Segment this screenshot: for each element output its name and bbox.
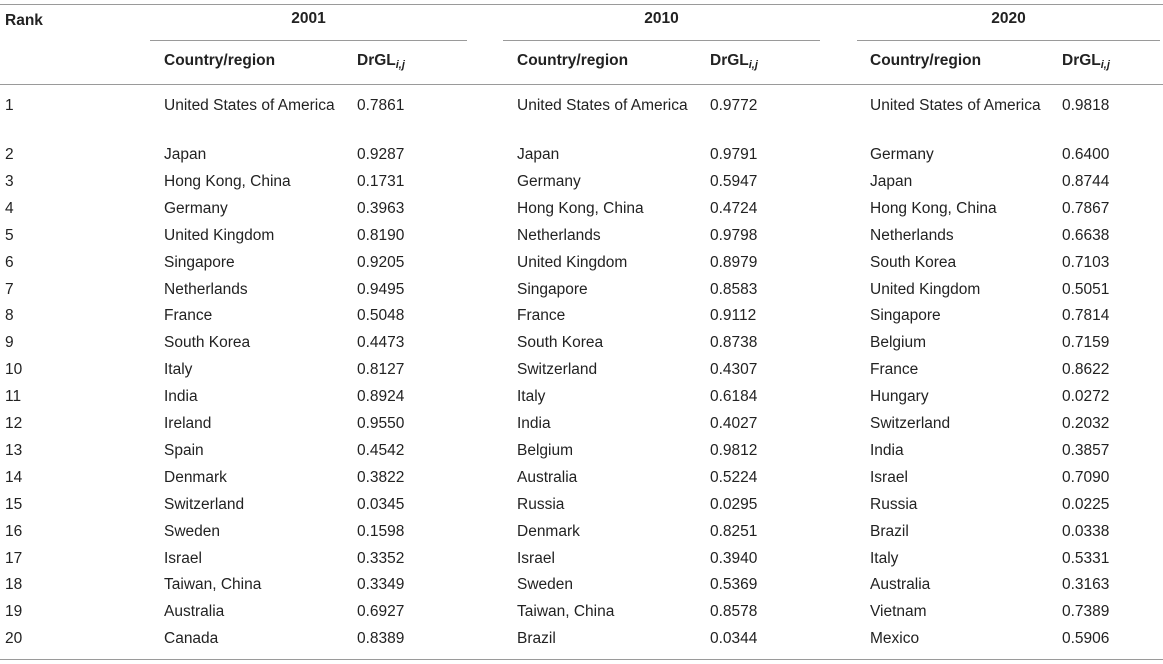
value-cell-2001: 0.3963	[357, 199, 405, 217]
metric-header-base: DrGL	[357, 52, 396, 69]
country-cell-2010: South Korea	[517, 334, 604, 352]
rank-cell: 9	[5, 334, 14, 352]
year-header-2010: 2010	[644, 10, 679, 27]
country-cell-2020: India	[870, 441, 904, 459]
value-cell-2010: 0.9112	[710, 307, 757, 325]
year-header-2001: 2001	[291, 10, 326, 27]
value-cell-2001: 0.9287	[357, 146, 405, 163]
country-cell-2020: South Korea	[870, 253, 957, 271]
rank-cell: 20	[5, 630, 23, 648]
country-cell-2010: Denmark	[517, 522, 580, 540]
value-cell-2020: 0.0272	[1062, 388, 1110, 406]
country-cell-2001: France	[164, 307, 213, 325]
country-cell-2001: Israel	[164, 549, 202, 567]
value-cell-2010: 0.4027	[710, 415, 758, 432]
value-cell-2001: 0.5048	[357, 307, 405, 325]
country-header-2001: Country/region	[164, 52, 276, 69]
country-cell-2010: Sweden	[517, 576, 574, 594]
country-cell-2020: Israel	[870, 468, 908, 486]
value-cell-2001: 0.3352	[357, 549, 405, 567]
country-cell-2020: France	[870, 361, 919, 379]
rank-cell: 5	[5, 226, 14, 244]
year-rule-2001	[150, 40, 467, 41]
value-cell-2010: 0.8251	[710, 522, 758, 540]
value-cell-2020: 0.7389	[1062, 603, 1110, 621]
country-cell-2001: Canada	[164, 630, 219, 648]
value-cell-2010: 0.8583	[710, 280, 758, 298]
country-cell-2001: Ireland	[164, 415, 212, 432]
value-cell-2020: 0.7159	[1062, 334, 1110, 352]
country-cell-2010: Netherlands	[517, 226, 601, 244]
country-cell-2010: United States of America	[517, 97, 688, 114]
country-cell-2020: Mexico	[870, 630, 920, 648]
value-cell-2001: 0.9550	[357, 415, 405, 432]
value-cell-2010: 0.8979	[710, 253, 758, 271]
value-cell-2020: 0.7867	[1062, 199, 1110, 217]
country-cell-2010: Germany	[517, 172, 581, 190]
country-cell-2020: United Kingdom	[870, 280, 981, 298]
value-cell-2001: 0.3349	[357, 576, 405, 594]
value-cell-2020: 0.8744	[1062, 172, 1110, 190]
rank-cell: 19	[5, 603, 23, 621]
country-cell-2001: South Korea	[164, 334, 251, 352]
country-cell-2020: Netherlands	[870, 226, 954, 244]
value-cell-2010: 0.8578	[710, 603, 758, 621]
value-cell-2010: 0.8738	[710, 334, 758, 352]
country-cell-2010: Hong Kong, China	[517, 199, 644, 217]
country-cell-2010: Israel	[517, 549, 555, 567]
rank-cell: 16	[5, 522, 23, 540]
value-cell-2001: 0.0345	[357, 495, 405, 513]
country-cell-2010: Italy	[517, 388, 546, 406]
value-cell-2010: 0.3940	[710, 549, 758, 567]
country-cell-2010: India	[517, 415, 551, 432]
header-bottom-rule	[0, 84, 1163, 85]
metric-header-2001	[357, 50, 405, 76]
country-cell-2001: Australia	[164, 603, 225, 621]
country-cell-2001: Singapore	[164, 253, 235, 271]
value-cell-2010: 0.9791	[710, 146, 758, 163]
country-cell-2001: United Kingdom	[164, 226, 275, 244]
rank-cell: 6	[5, 253, 14, 271]
value-cell-2020: 0.0338	[1062, 522, 1110, 540]
rank-cell: 13	[5, 441, 23, 459]
country-cell-2001: Germany	[164, 199, 228, 217]
country-cell-2010: Russia	[517, 495, 565, 513]
country-cell-2001: Netherlands	[164, 280, 248, 298]
value-cell-2001: 0.1731	[357, 172, 405, 190]
value-cell-2010: 0.4724	[710, 199, 758, 217]
value-cell-2020: 0.7103	[1062, 253, 1110, 271]
value-cell-2010: 0.0295	[710, 495, 758, 513]
metric-header-subscript: i,j	[395, 59, 405, 71]
rank-cell: 4	[5, 199, 14, 217]
value-cell-2001: 0.6927	[357, 603, 405, 621]
rank-cell: 3	[5, 172, 14, 190]
value-cell-2020: 0.2032	[1062, 415, 1110, 432]
rank-header: Rank	[5, 12, 43, 29]
metric-header-2010	[710, 50, 758, 76]
country-cell-2020: Italy	[870, 549, 899, 567]
value-cell-2010: 0.5947	[710, 172, 758, 190]
country-cell-2020: Belgium	[870, 334, 926, 352]
rank-cell: 11	[5, 388, 22, 406]
value-cell-2020: 0.0225	[1062, 495, 1110, 513]
value-cell-2010: 0.5224	[710, 468, 758, 486]
year-rule-2010	[503, 40, 820, 41]
metric-header-subscript: i,j	[748, 59, 758, 71]
table-bottom-rule	[0, 659, 1163, 660]
country-cell-2001: Sweden	[164, 522, 221, 540]
country-cell-2020: Vietnam	[870, 603, 927, 621]
value-cell-2010: 0.9772	[710, 97, 758, 114]
country-cell-2020: Brazil	[870, 522, 909, 540]
value-cell-2010: 0.0344	[710, 630, 758, 648]
country-cell-2020: Singapore	[870, 307, 941, 325]
country-cell-2010: Japan	[517, 146, 560, 163]
value-cell-2010: 0.4307	[710, 361, 758, 379]
rank-cell: 18	[5, 576, 23, 594]
value-cell-2001: 0.9205	[357, 253, 405, 271]
metric-header-base: DrGL	[710, 52, 749, 69]
country-cell-2020: Australia	[870, 576, 931, 594]
metric-header-base: DrGL	[1062, 52, 1101, 69]
value-cell-2010: 0.9812	[710, 441, 758, 459]
year-header-2020: 2020	[991, 10, 1026, 27]
value-cell-2001: 0.1598	[357, 522, 405, 540]
value-cell-2001: 0.9495	[357, 280, 405, 298]
value-cell-2020: 0.5906	[1062, 630, 1110, 648]
rank-cell: 2	[5, 146, 14, 163]
rank-cell: 8	[5, 307, 14, 325]
value-cell-2001: 0.8924	[357, 388, 405, 406]
value-cell-2020: 0.9818	[1062, 97, 1110, 114]
value-cell-2010: 0.9798	[710, 226, 758, 244]
country-cell-2001: India	[164, 388, 198, 406]
metric-header-subscript: i,j	[1100, 59, 1110, 71]
value-cell-2020: 0.5051	[1062, 280, 1110, 298]
value-cell-2020: 0.7814	[1062, 307, 1110, 325]
country-cell-2020: Hungary	[870, 388, 929, 406]
country-cell-2001: Denmark	[164, 468, 227, 486]
country-cell-2010: Singapore	[517, 280, 588, 298]
country-cell-2020: Switzerland	[870, 415, 951, 432]
country-cell-2020: Japan	[870, 172, 913, 190]
rank-cell: 17	[5, 549, 23, 567]
country-cell-2001: Spain	[164, 441, 204, 459]
value-cell-2010: 0.6184	[710, 388, 758, 406]
country-cell-2010: France	[517, 307, 566, 325]
rank-cell: 1	[5, 97, 14, 114]
value-cell-2020: 0.3163	[1062, 576, 1110, 594]
value-cell-2001: 0.3822	[357, 468, 405, 486]
rank-cell: 15	[5, 495, 23, 513]
country-header-2010: Country/region	[517, 52, 629, 69]
value-cell-2020: 0.7090	[1062, 468, 1110, 486]
country-cell-2001: Japan	[164, 146, 207, 163]
country-cell-2001: Switzerland	[164, 495, 245, 513]
country-cell-2001: Hong Kong, China	[164, 172, 291, 190]
value-cell-2020: 0.6400	[1062, 146, 1110, 163]
value-cell-2020: 0.6638	[1062, 226, 1110, 244]
value-cell-2001: 0.4473	[357, 334, 405, 352]
country-cell-2010: Australia	[517, 468, 578, 486]
value-cell-2020: 0.8622	[1062, 361, 1110, 379]
country-cell-2010: Taiwan, China	[517, 603, 615, 621]
country-cell-2020: United States of America	[870, 97, 1041, 114]
country-cell-2010: Belgium	[517, 441, 573, 459]
country-cell-2001: Italy	[164, 361, 193, 379]
rank-cell: 14	[5, 468, 23, 486]
country-cell-2001: Taiwan, China	[164, 576, 262, 594]
country-cell-2020: Hong Kong, China	[870, 199, 997, 217]
value-cell-2001: 0.8127	[357, 361, 405, 379]
country-cell-2010: Switzerland	[517, 361, 598, 379]
year-rule-2020	[857, 40, 1160, 41]
table-top-rule	[0, 4, 1163, 5]
country-cell-2020: Germany	[870, 146, 934, 163]
value-cell-2001: 0.7861	[357, 97, 405, 114]
value-cell-2010: 0.5369	[710, 576, 758, 594]
country-cell-2020: Russia	[870, 495, 918, 513]
country-cell-2010: Brazil	[517, 630, 556, 648]
value-cell-2020: 0.3857	[1062, 441, 1110, 459]
rank-cell: 12	[5, 415, 23, 432]
rank-cell: 7	[5, 280, 14, 298]
metric-header-2020	[1062, 50, 1110, 76]
value-cell-2020: 0.5331	[1062, 549, 1110, 567]
country-cell-2001: United States of America	[164, 97, 335, 114]
value-cell-2001: 0.8190	[357, 226, 405, 244]
value-cell-2001: 0.4542	[357, 441, 405, 459]
value-cell-2001: 0.8389	[357, 630, 405, 648]
rank-cell: 10	[5, 361, 23, 379]
country-header-2020: Country/region	[870, 52, 982, 69]
country-cell-2010: United Kingdom	[517, 253, 628, 271]
